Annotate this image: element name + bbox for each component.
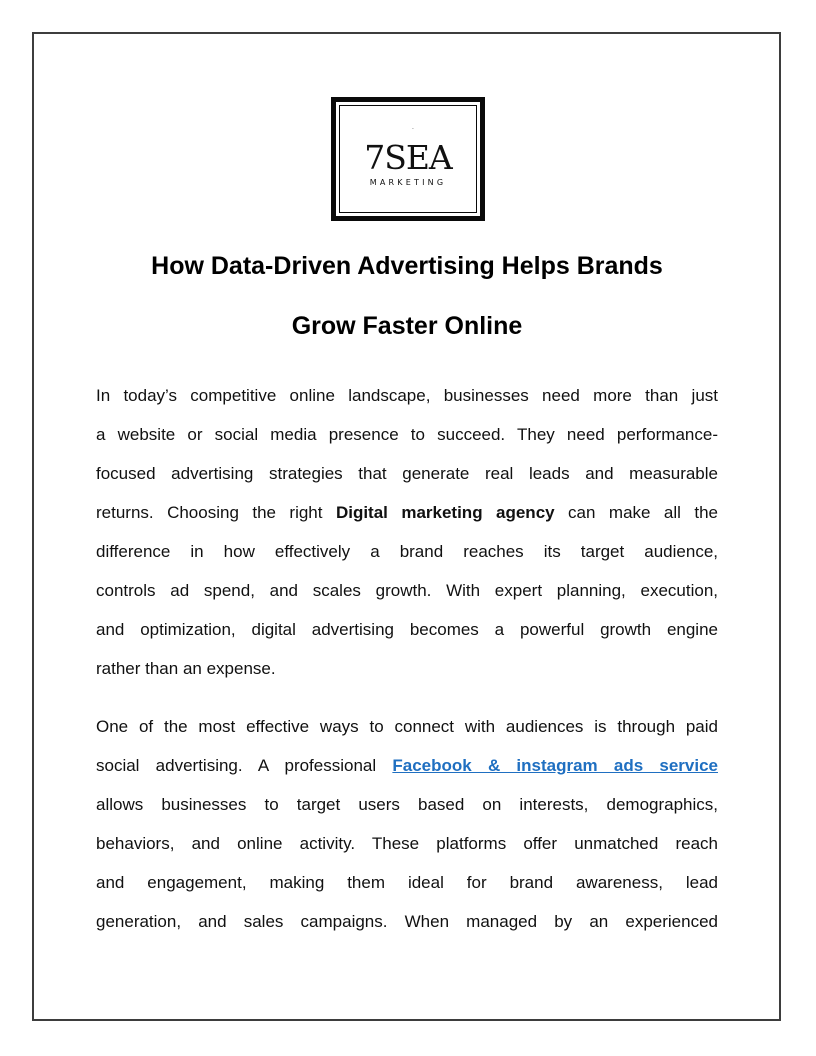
intro-paragraph: [96, 383, 718, 695]
text-segment: can make all the: [554, 503, 718, 522]
logo-wordmark: 7SEA: [364, 138, 452, 177]
paragraph-line: In today’s competitive online landscape, businesses need more than just: [96, 386, 718, 405]
paragraph-line: and engagement, making them ideal for brand awareness, lead: [96, 873, 718, 892]
bold-keyword: Digital marketing agency: [335, 503, 555, 522]
paragraph-line: behaviors, and online activity. These platforms offer unmatched reach: [96, 834, 718, 853]
paragraph-line: [96, 753, 718, 792]
logo-inner-frame: [339, 105, 477, 213]
text-segment: returns. Choosing the right: [96, 503, 336, 522]
paragraph-line: rather than an expense.: [96, 659, 276, 678]
paragraph-line: difference in how effectively a brand reaches its target audience,: [96, 542, 718, 561]
paragraph-line: and optimization, digital advertising becomes a powerful growth engine: [96, 620, 718, 639]
document-title-line-2: Grow Faster Online: [291, 312, 523, 340]
paragraph-line: generation, and sales campaigns. When managed by an experienced: [96, 912, 718, 931]
facebook-instagram-ads-link[interactable]: Facebook & instagram ads service: [392, 756, 718, 775]
paragraph-line: [96, 500, 718, 539]
company-logo: [331, 97, 485, 221]
social-ads-paragraph: [96, 714, 718, 948]
paragraph-line: One of the most effective ways to connect with audiences is through paid: [96, 717, 718, 736]
document-title-line-1: How Data-Driven Advertising Helps Brands: [151, 252, 663, 280]
paragraph-line: a website or social media presence to succeed. They need performance-: [96, 425, 718, 444]
logo-subtitle: MARKETING: [369, 178, 447, 187]
paragraph-line: controls ad spend, and scales growth. With expert planning, execution,: [96, 581, 718, 600]
text-segment: social advertising. A professional: [96, 756, 393, 775]
logo-dot: ·: [412, 126, 414, 133]
paragraph-line: allows businesses to target users based on interests, demographics,: [96, 795, 718, 814]
paragraph-line: focused advertising strategies that generate real leads and measurable: [96, 464, 718, 483]
